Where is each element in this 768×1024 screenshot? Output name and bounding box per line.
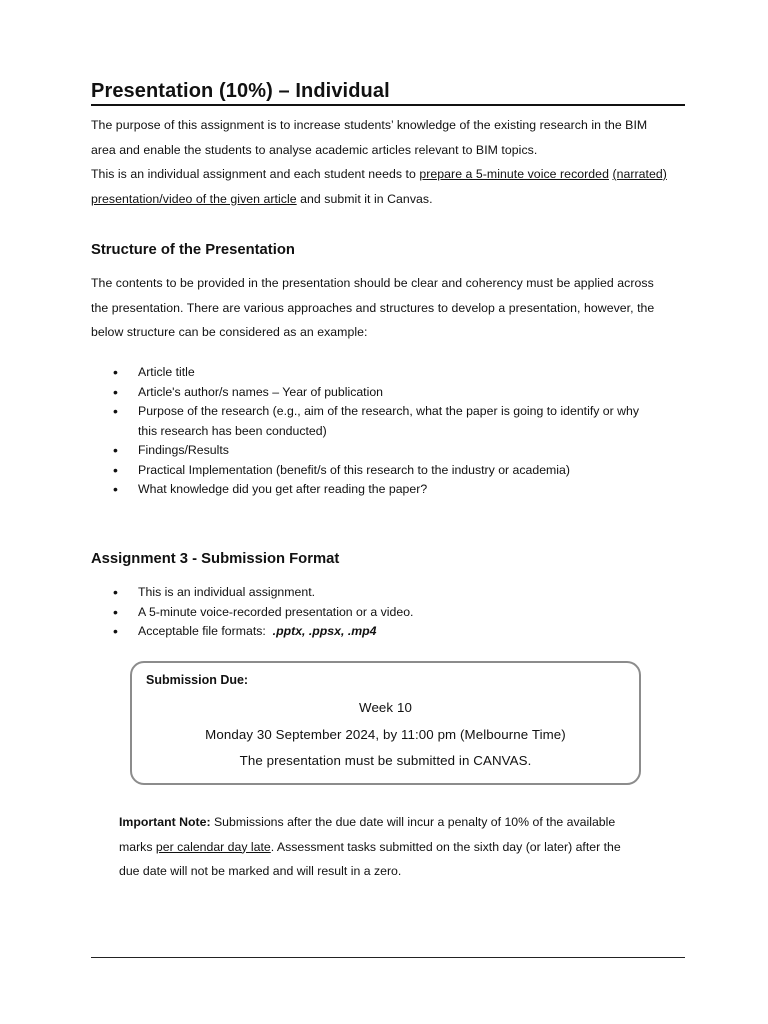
structure-line-3: below structure can be considered as an example: bbox=[91, 325, 368, 339]
list-item: • Findings/Results bbox=[91, 441, 691, 461]
due-date: Monday 30 September 2024, by 11:00 pm (Melbourne Time) bbox=[205, 727, 566, 742]
note-line-2-a: marks bbox=[119, 839, 156, 854]
intro-underline-prepare: prepare a 5-minute voice recorded bbox=[419, 167, 609, 181]
note-line-1-text: Submissions after the due date will incur a penalty of 10% of the available bbox=[210, 815, 616, 829]
structure-paragraph bbox=[91, 271, 691, 345]
intro-line-1: The purpose of this assignment is to increase students’ knowledge of the existing research in the BIM bbox=[91, 118, 648, 132]
note-label: Important Note: bbox=[119, 815, 211, 829]
structure-list bbox=[91, 363, 691, 500]
formats-label: Acceptable file formats: bbox=[138, 624, 273, 638]
file-formats: .pptx, .ppsx, .mp4 bbox=[272, 624, 377, 638]
structure-line-1: The contents to be provided in the presentation should be clear and coherency must be applied across bbox=[91, 276, 654, 290]
submission-list bbox=[91, 583, 691, 642]
list-item: • Article's author/s names – Year of publication bbox=[91, 383, 691, 403]
intro-line-2: area and enable the students to analyse academic articles relevant to BIM topics. bbox=[91, 142, 538, 157]
page-title: Presentation (10%) – Individual bbox=[91, 78, 685, 106]
intro-underline-narrated: (narrated) bbox=[612, 167, 667, 181]
intro-line-4 bbox=[91, 187, 691, 212]
list-item: • A 5-minute voice-recorded presentation or a video. bbox=[91, 603, 691, 623]
submission-heading: Assignment 3 - Submission Format bbox=[91, 551, 340, 567]
note-line-1 bbox=[119, 810, 679, 835]
list-item: • Article title bbox=[91, 363, 691, 383]
important-note bbox=[119, 810, 679, 884]
list-item: • This is an individual assignment. bbox=[91, 583, 691, 603]
note-line-3: due date will not be marked and will result in a zero. bbox=[119, 864, 402, 878]
intro-line-3 bbox=[91, 162, 691, 187]
footer-divider bbox=[91, 957, 685, 958]
list-item bbox=[91, 622, 691, 642]
due-heading: Submission Due: bbox=[146, 673, 249, 687]
list-item bbox=[91, 402, 691, 441]
due-week: Week 10 bbox=[359, 700, 412, 715]
submission-due-box bbox=[130, 661, 641, 785]
structure-line-2: the presentation. There are various approaches and structures to develop a presentation, however, the bbox=[91, 300, 655, 315]
intro-line-4-text: and submit it in Canvas. bbox=[296, 191, 433, 206]
intro-line-3-text: This is an individual assignment and each student needs to bbox=[91, 167, 420, 181]
intro-paragraph bbox=[91, 113, 691, 211]
structure-heading: Structure of the Presentation bbox=[91, 242, 295, 258]
note-line-2-c: . Assessment tasks submitted on the sixth day (or later) after the bbox=[270, 839, 621, 854]
note-line-2 bbox=[119, 835, 679, 860]
list-item: • What knowledge did you get after reading the paper? bbox=[91, 480, 691, 500]
due-where: The presentation must be submitted in CANVAS. bbox=[239, 753, 532, 768]
list-item: • Practical Implementation (benefit/s of this research to the industry or academia) bbox=[91, 461, 691, 481]
list-item-text: • Purpose of the research (e.g., aim of the research, what the paper is going to identify or why bbox=[138, 404, 640, 418]
note-underline-per-day: per calendar day late bbox=[155, 839, 271, 854]
list-item-continuation: this research has been conducted) bbox=[138, 423, 327, 438]
intro-underline-article: presentation/video of the given article bbox=[91, 191, 297, 206]
